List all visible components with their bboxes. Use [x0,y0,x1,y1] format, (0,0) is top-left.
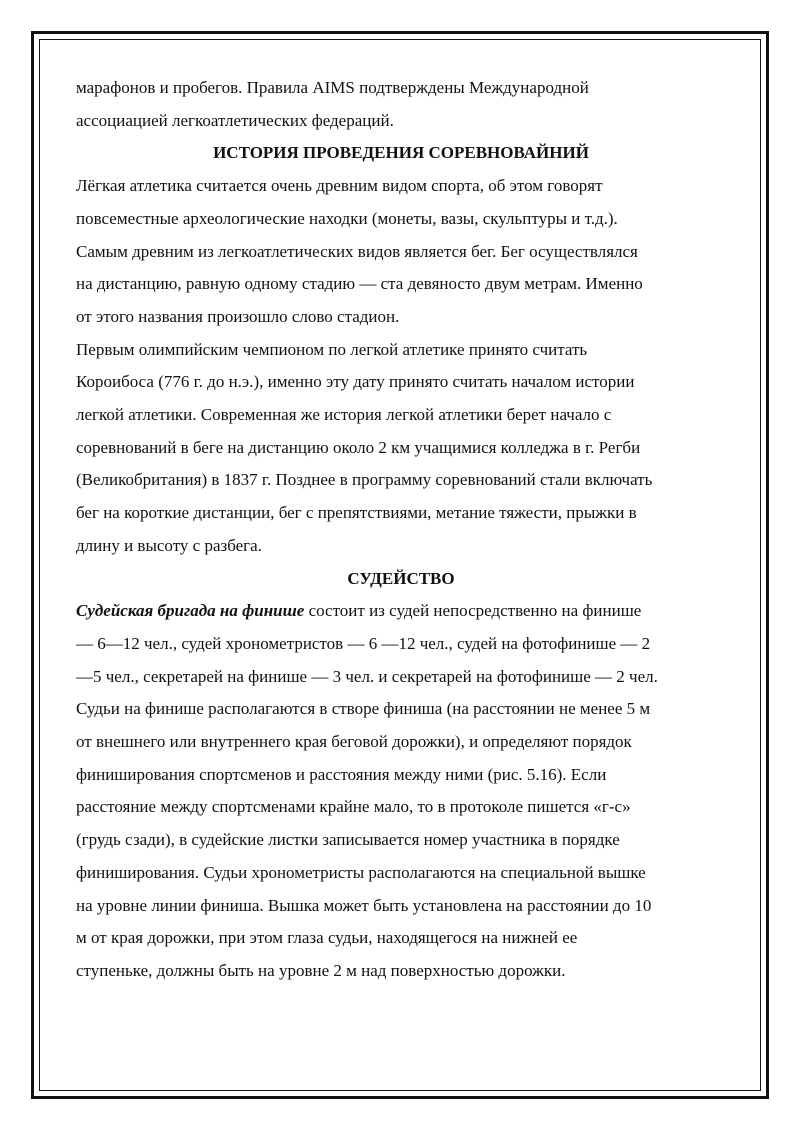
intro-paragraph [76,72,726,137]
document-body [76,72,726,988]
text-line: на дистанцию, равную одному стадию — ста девяносто двум метрам. Именно [76,274,643,294]
history-paragraph-1 [76,170,726,334]
text-line: легкой атлетики. Современная же история легкой атлетики берет начало с [76,405,612,425]
text-line: марафонов и пробегов. Правила AIMS подтверждены Международной [76,78,589,97]
text-line: м от края дорожки, при этом глаза судьи, находящегося на нижней ее [76,928,578,948]
text-line: повсеместные археологические находки (монеты, вазы, скульптуры и т.д.). [76,208,618,228]
text-line: Лёгкая атлетика считается очень древним видом спорта, об этом говорят [76,176,603,196]
text-line: длину и высоту с разбега. [76,535,262,555]
text-line: на уровне линии финиша. Вышка может быть установлена на расстоянии до 10 [76,895,652,915]
history-paragraph-2 [76,334,726,563]
text-line: Короибоса (776 г. до н.э.), именно эту дату принято считать началом истории [76,372,635,392]
text-line: ступеньке, должны быть на уровне 2 м над поверхностью дорожки. [76,960,566,980]
text-line: финиширования. Судьи хронометристы располагаются на специальной вышке [76,862,646,882]
text-line: бег на короткие дистанции, бег с препятствиями, метание тяжести, прыжки в [76,503,637,523]
text-line: финиширования спортсменов и расстояния между ними (рис. 5.16). Если [76,764,607,784]
text-line: Самым древним из легкоатлетических видов является бег. Бег осуществлялся [76,241,638,261]
text-line: соревнований в беге на дистанцию около 2 км учащимися колледжа в г. Регби [76,437,641,457]
history-heading: ИСТОРИЯ ПРОВЕДЕНИЯ СОРЕВНОВАЙНИЙ [213,143,589,163]
lead-line-rest: состоит из судей непосредственно на финише [304,601,642,621]
text-line: (Великобритания) в 1837 г. Позднее в программу соревнований стали включать [76,470,653,490]
text-line: расстояние между спортсменами крайне мало, то в протоколе пишется «г-с» [76,797,631,817]
text-line: Первым олимпийским чемпионом по легкой атлетике принято считать [76,339,588,359]
text-line: Судьи на финише располагаются в створе финиша (на расстоянии не менее 5 м [76,699,651,719]
text-line: (грудь сзади), в судейские листки записывается номер участника в порядке [76,830,620,850]
text-line: от внешнего или внутреннего края беговой дорожки), и определяют порядок [76,732,632,752]
text-line: от этого названия произошло слово стадион. [76,306,400,326]
text-line: — 6—12 чел., судей хронометристов — 6 —12 чел., судей на фотофинише — 2 [76,633,651,653]
text-line: —5 чел., секретарей на финише — 3 чел. и секретарей на фотофинише — 2 чел. [76,666,658,686]
text-line [76,595,726,628]
judging-paragraph [76,595,726,987]
text-line: ассоциацией легкоатлетических федераций. [76,110,394,130]
lead-term: Судейская бригада на финише [76,601,305,621]
judging-heading: СУДЕЙСТВО [347,568,455,588]
